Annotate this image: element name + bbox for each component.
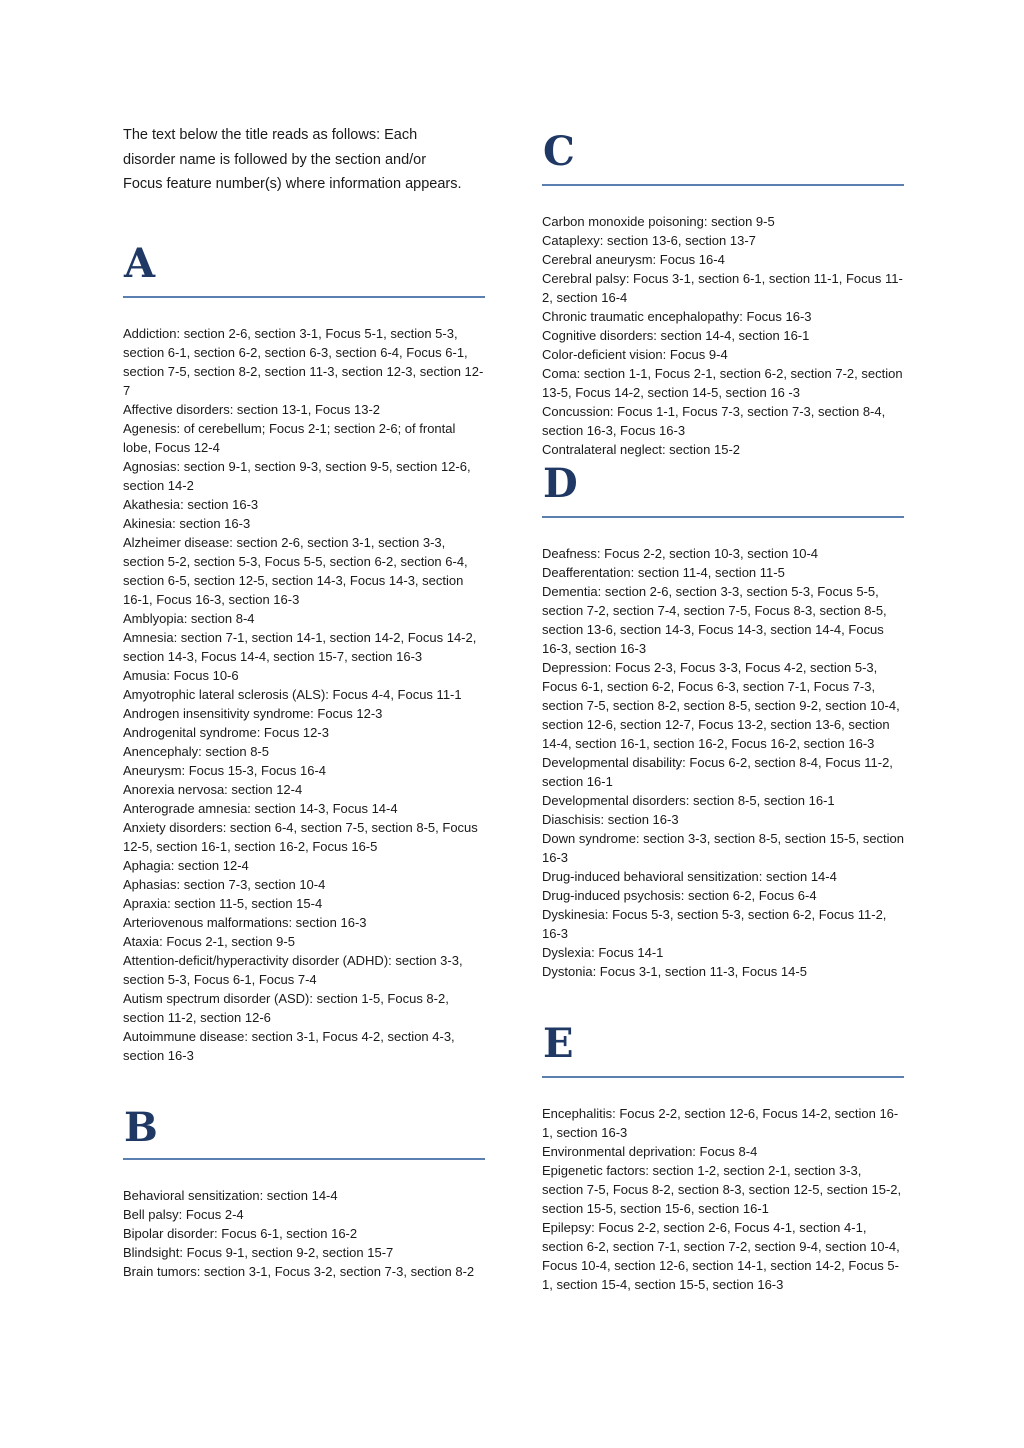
section-a <box>123 240 485 1065</box>
index-entry: Dementia: section 2-6, section 3-3, section 5-3, Focus 5-5, section 7-2, section 7-4, section 7-5, Focus 8-3, section 8-5, section 13-6, section 14-3, Focus 14-3, section 14-4, Focus 16-3, section 16-3 <box>542 584 887 656</box>
section-e <box>542 1020 904 1294</box>
index-entry: Dystonia: Focus 3-1, section 11-3, Focus 14-5 <box>542 964 807 979</box>
index-entry: Epigenetic factors: section 1-2, section 2-1, section 3-3, section 7-5, Focus 8-2, section 8-3, section 12-5, section 15-2, section 15-5, section 15-6, section 16-1 <box>542 1163 902 1216</box>
index-entry: Ataxia: Focus 2-1, section 9-5 <box>123 934 295 949</box>
section-rule <box>123 1158 485 1160</box>
index-entry: Epilepsy: Focus 2-2, section 2-6, Focus 4-1, section 4-1, section 6-2, section 7-1, section 7-2, section 9-4, section 10-4, Focus 10-4, section 12-6, section 14-1, section 14-2, Focus 5-1, section 15-4, section 15-5, section 16-3 <box>542 1220 900 1292</box>
index-entry: Encephalitis: Focus 2-2, section 12-6, Focus 14-2, section 16-1, section 16-3 <box>542 1106 899 1140</box>
index-entry: Aneurysm: Focus 15-3, Focus 16-4 <box>123 763 327 778</box>
index-entry: Blindsight: Focus 9-1, section 9-2, section 15-7 <box>123 1245 394 1260</box>
index-entry: Attention-deficit/hyperactivity disorder (ADHD): section 3-3, section 5-3, Focus 6-1, Focus 7-4 <box>123 953 463 987</box>
index-entry: Deafferentation: section 11-4, section 11-5 <box>542 565 785 580</box>
index-entry: Arteriovenous malformations: section 16-3 <box>123 915 367 930</box>
section-letter-a: A <box>124 240 156 287</box>
index-entry: Deafness: Focus 2-2, section 10-3, section 10-4 <box>542 546 819 561</box>
index-entry: Dyslexia: Focus 14-1 <box>542 945 664 960</box>
index-entry: Cognitive disorders: section 14-4, section 16-1 <box>542 328 810 343</box>
index-entry: Developmental disability: Focus 6-2, section 8-4, Focus 11-2, section 16-1 <box>542 755 893 789</box>
entry-list-d <box>542 544 904 981</box>
index-entry: Cataplexy: section 13-6, section 13-7 <box>542 233 756 248</box>
index-entry: Developmental disorders: section 8-5, section 16-1 <box>542 793 835 808</box>
section-d <box>542 460 904 981</box>
entry-list-c <box>542 212 904 459</box>
index-entry: Amblyopia: section 8-4 <box>123 611 255 626</box>
index-entry: Autoimmune disease: section 3-1, Focus 4-2, section 4-3, section 16-3 <box>123 1029 455 1063</box>
section-b <box>123 1104 485 1281</box>
index-entry: Cerebral palsy: Focus 3-1, section 6-1, section 11-1, Focus 11-2, section 16-4 <box>542 271 903 305</box>
index-entry: Contralateral neglect: section 15-2 <box>542 442 741 457</box>
index-entry: Carbon monoxide poisoning: section 9-5 <box>542 214 775 229</box>
index-entry: Chronic traumatic encephalopathy: Focus 16-3 <box>542 309 812 324</box>
index-entry: Aphasias: section 7-3, section 10-4 <box>123 877 326 892</box>
entry-list-a <box>123 324 485 1065</box>
section-rule <box>123 296 485 298</box>
index-entry: Diaschisis: section 16-3 <box>542 812 679 827</box>
intro-text: The text below the title reads as follows: Each disorder name is followed by the section and/or Focus feature number(s) where information appears. <box>123 127 462 192</box>
index-entry: Bipolar disorder: Focus 6-1, section 16-2 <box>123 1226 358 1241</box>
index-entry: Apraxia: section 11-5, section 15-4 <box>123 896 323 911</box>
index-entry: Drug-induced psychosis: section 6-2, Focus 6-4 <box>542 888 817 903</box>
index-entry: Androgen insensitivity syndrome: Focus 12-3 <box>123 706 383 721</box>
index-entry: Akathesia: section 16-3 <box>123 497 259 512</box>
section-c <box>542 128 904 459</box>
section-rule <box>542 516 904 518</box>
index-entry: Androgenital syndrome: Focus 12-3 <box>123 725 329 740</box>
index-entry: Aphagia: section 12-4 <box>123 858 249 873</box>
index-entry: Addiction: section 2-6, section 3-1, Focus 5-1, section 5-3, section 6-1, section 6-2, section 6-3, section 6-4, Focus 6-1, section 7-5, section 8-2, section 11-3, section 12-3, section 12-7 <box>123 326 484 398</box>
index-entry: Depression: Focus 2-3, Focus 3-3, Focus 4-2, section 5-3, Focus 6-1, section 6-2, Focus 6-3, section 7-1, Focus 7-3, section 7-5, section 8-2, section 8-5, section 9-2, section 10-4, section 12-6, section 12-7, Focus 13-2, section 13-6, section 14-4, section 16-1, section 16-2, Focus 16-2, section 16-3 <box>542 660 900 751</box>
index-entry: Amnesia: section 7-1, section 14-1, section 14-2, Focus 14-2, section 14-3, Focus 14-4, section 15-7, section 16-3 <box>123 630 477 664</box>
index-entry: Concussion: Focus 1-1, Focus 7-3, section 7-3, section 8-4, section 16-3, Focus 16-3 <box>542 404 886 438</box>
entry-list-b <box>123 1186 485 1281</box>
index-entry: Behavioral sensitization: section 14-4 <box>123 1188 338 1203</box>
index-entry: Akinesia: section 16-3 <box>123 516 251 531</box>
index-entry: Agenesis: of cerebellum; Focus 2-1; section 2-6; of frontal lobe, Focus 12-4 <box>123 421 456 455</box>
index-entry: Autism spectrum disorder (ASD): section 1-5, Focus 8-2, section 11-2, section 12-6 <box>123 991 449 1025</box>
index-entry: Drug-induced behavioral sensitization: section 14-4 <box>542 869 837 884</box>
section-letter-b: B <box>124 1104 158 1151</box>
index-entry: Color-deficient vision: Focus 9-4 <box>542 347 728 362</box>
index-entry: Down syndrome: section 3-3, section 8-5, section 15-5, section 16-3 <box>542 831 905 865</box>
section-rule <box>542 1076 904 1078</box>
section-letter-d: D <box>543 460 578 507</box>
section-letter-e: E <box>543 1020 574 1067</box>
section-rule <box>542 184 904 186</box>
index-entry: Dyskinesia: Focus 5-3, section 5-3, section 6-2, Focus 11-2, 16-3 <box>542 907 887 941</box>
index-entry: Bell palsy: Focus 2-4 <box>123 1207 244 1222</box>
index-entry: Anxiety disorders: section 6-4, section 7-5, section 8-5, Focus 12-5, section 16-1, section 16-2, Focus 16-5 <box>123 820 478 854</box>
index-entry: Coma: section 1-1, Focus 2-1, section 6-2, section 7-2, section 13-5, Focus 14-2, section 14-5, section 16 -3 <box>542 366 903 400</box>
entry-list-e <box>542 1104 904 1294</box>
index-entry: Amyotrophic lateral sclerosis (ALS): Focus 4-4, Focus 11-1 <box>123 687 462 702</box>
index-entry: Affective disorders: section 13-1, Focus 13-2 <box>123 402 380 417</box>
index-entry: Cerebral aneurysm: Focus 16-4 <box>542 252 725 267</box>
index-entry: Environmental deprivation: Focus 8-4 <box>542 1144 758 1159</box>
index-entry: Anencephaly: section 8-5 <box>123 744 269 759</box>
index-entry: Alzheimer disease: section 2-6, section 3-1, section 3-3, section 5-2, section 5-3, Focus 5-5, section 6-2, section 6-4, section 6-5, section 12-5, section 14-3, Focus 14-3, section 16-1, Focus 16-3, section 16-3 <box>123 535 468 607</box>
index-entry: Agnosias: section 9-1, section 9-3, section 9-5, section 12-6, section 14-2 <box>123 459 471 493</box>
index-entry: Anorexia nervosa: section 12-4 <box>123 782 303 797</box>
index-entry: Brain tumors: section 3-1, Focus 3-2, section 7-3, section 8-2 <box>123 1264 475 1279</box>
index-entry: Anterograde amnesia: section 14-3, Focus 14-4 <box>123 801 398 816</box>
section-letter-c: C <box>543 128 575 175</box>
index-entry: Amusia: Focus 10-6 <box>123 668 239 683</box>
